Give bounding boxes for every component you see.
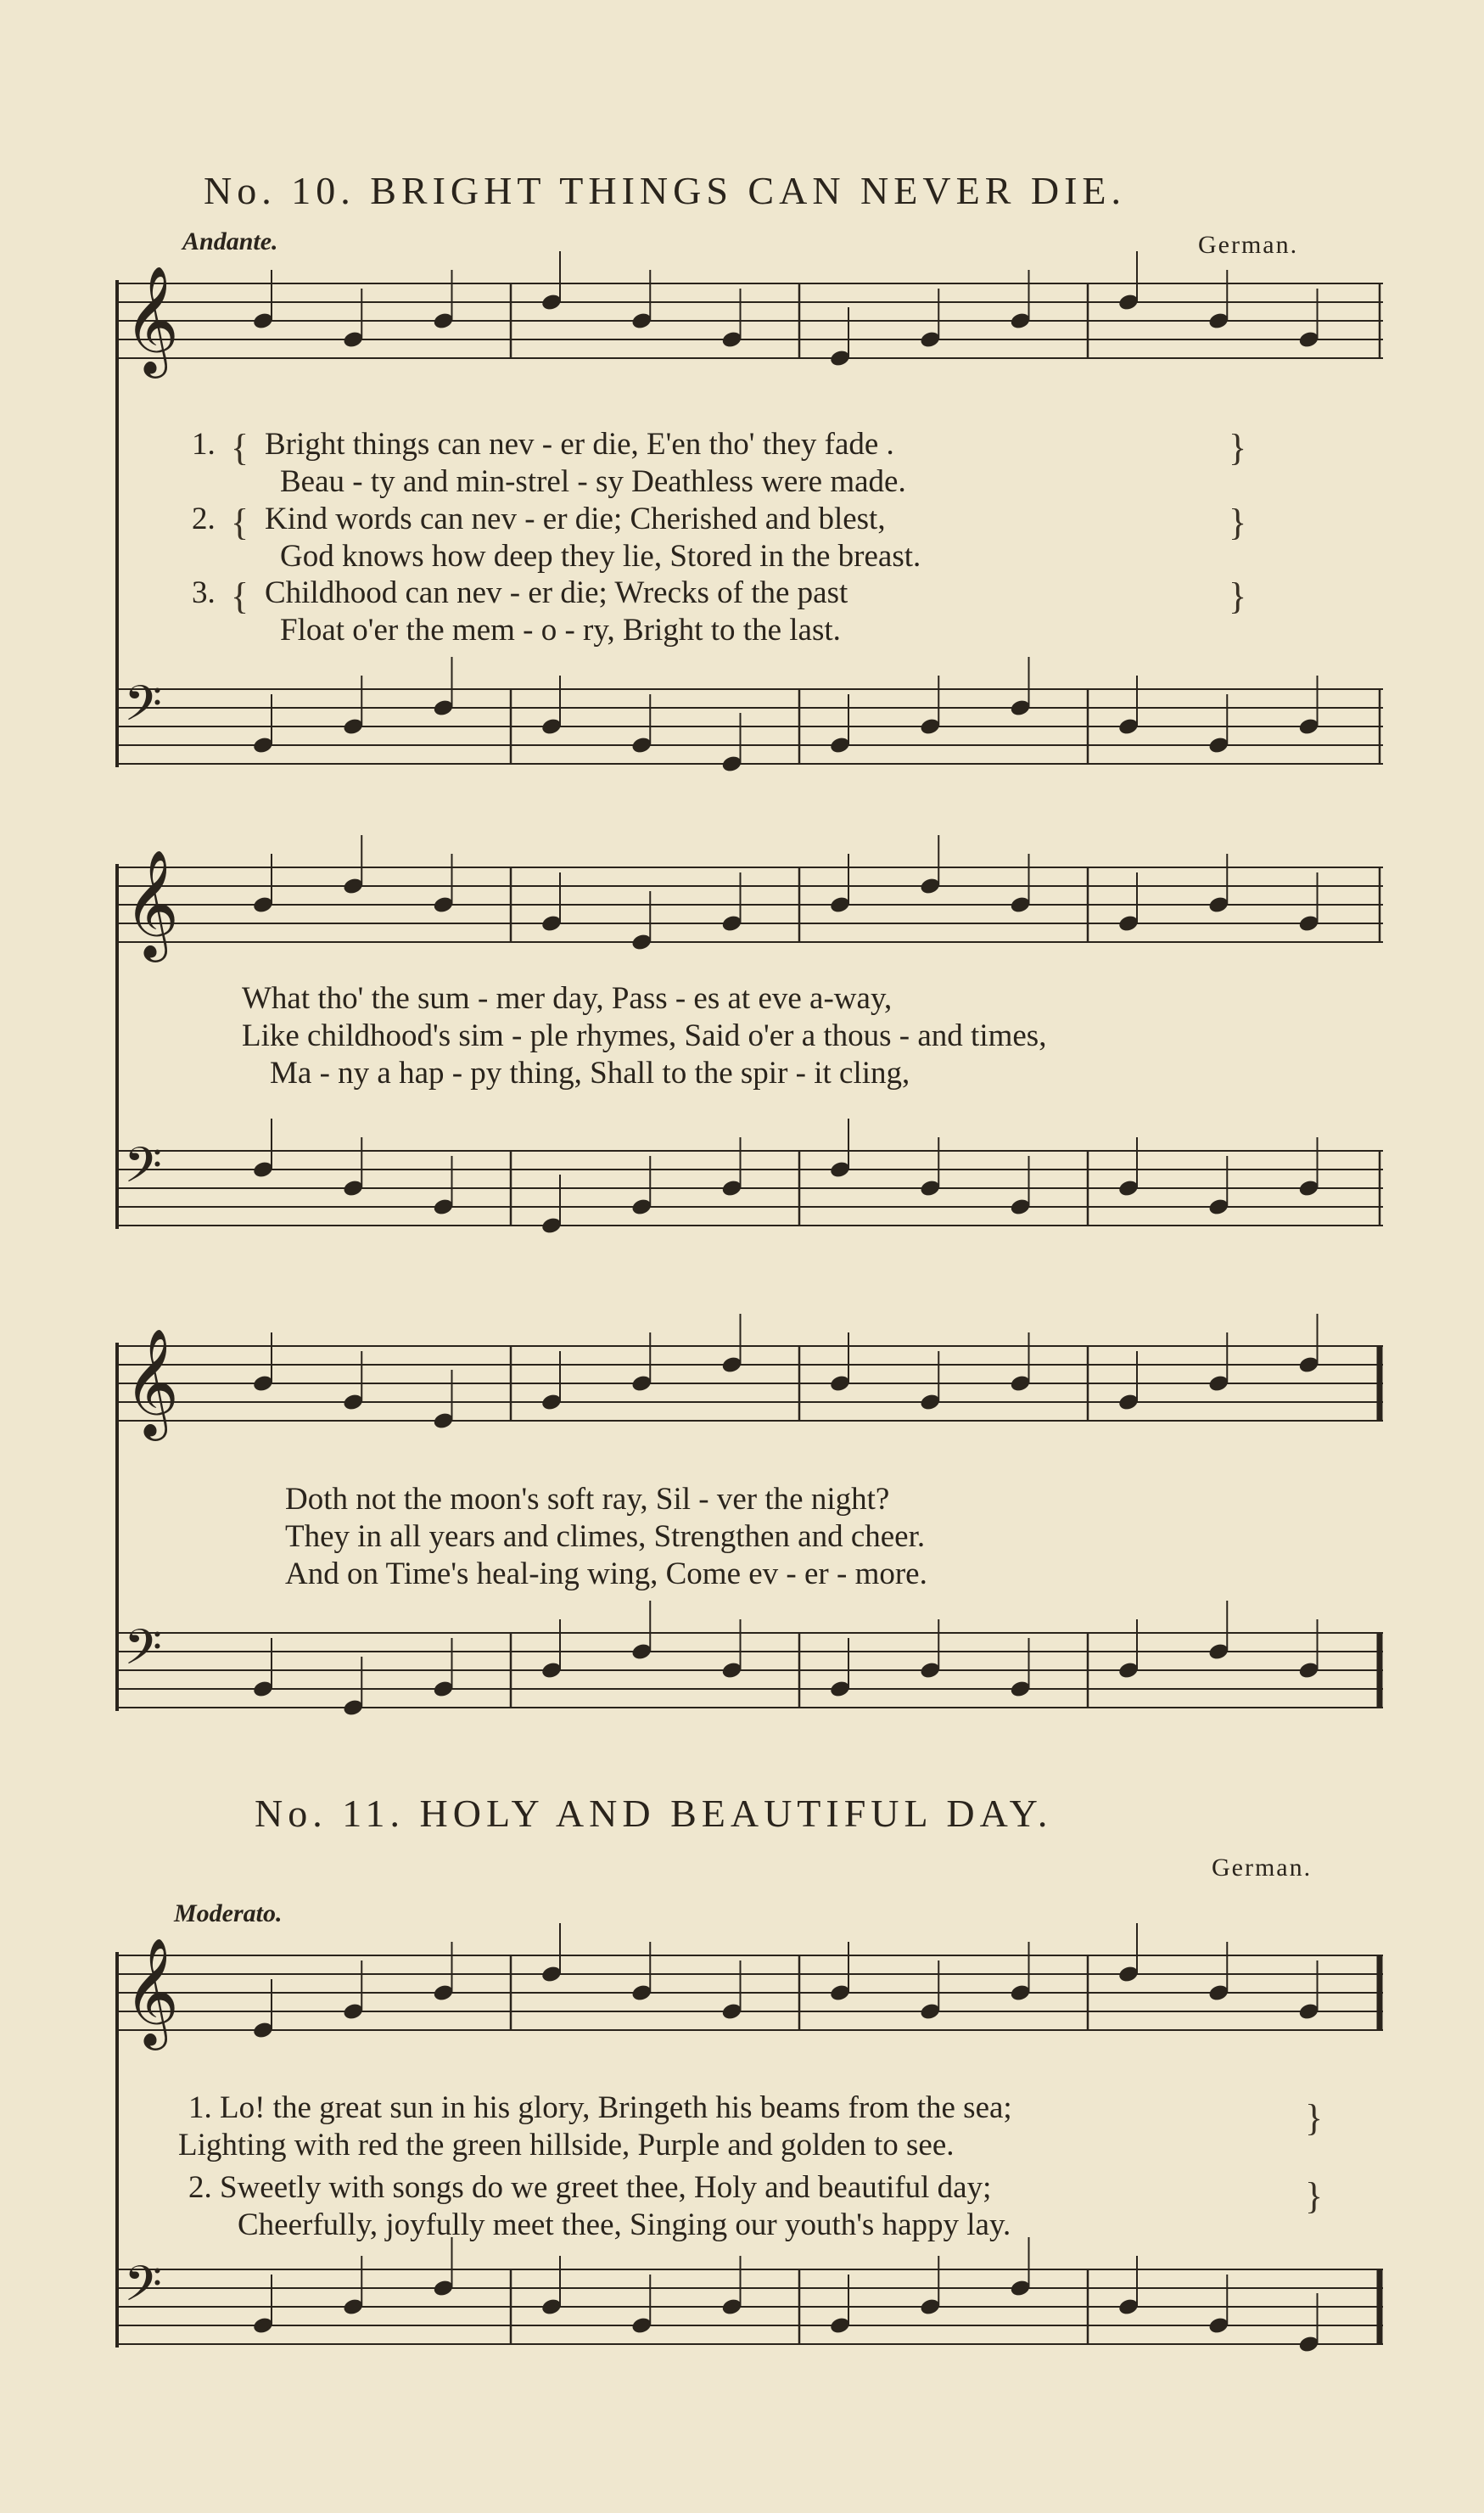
brace-icon: { bbox=[231, 427, 249, 468]
lyric-line: God knows how deep they lie, Stored in the breast. bbox=[280, 539, 921, 574]
lyric-line: Bright things can nev - er die, E'en tho' they fade . bbox=[265, 427, 894, 462]
brace-icon: } bbox=[1305, 2175, 1324, 2217]
system-bracket bbox=[115, 1343, 119, 1711]
lyric-line: They in all years and climes, Strengthen and cheer. bbox=[285, 1519, 926, 1554]
brace-icon: } bbox=[1229, 427, 1247, 468]
verse-number-3: 3. bbox=[192, 575, 216, 610]
lyric-line: Childhood can nev - er die; Wrecks of the past bbox=[265, 575, 848, 610]
lyric-line: Ma - ny a hap - py thing, Shall to the spir - it cling, bbox=[270, 1056, 910, 1091]
hymn-11-title: No. 11. HOLY AND BEAUTIFUL DAY. bbox=[255, 1792, 1053, 1835]
hymn-10-tempo: Andante. bbox=[182, 227, 278, 255]
hymn-11-tempo: Moderato. bbox=[174, 1899, 283, 1927]
staff-treble-2 bbox=[119, 849, 1383, 957]
brace-icon: } bbox=[1229, 575, 1247, 617]
treble-clef-icon: 𝄞 bbox=[124, 265, 180, 373]
bass-clef-icon: 𝄢 bbox=[124, 2255, 163, 2325]
staff-bass-4 bbox=[119, 2255, 1383, 2348]
bass-clef-icon: 𝄢 bbox=[124, 675, 163, 744]
verse-number-1: 1. bbox=[192, 427, 216, 462]
lyric-line: Doth not the moon's soft ray, Sil - ver the night? bbox=[285, 1482, 890, 1517]
lyric-line: Kind words can nev - er die; Cherished and blest, bbox=[265, 502, 886, 536]
lyric-line: Like childhood's sim - ple rhymes, Said o'er a thous - and times, bbox=[242, 1018, 1047, 1053]
lyric-line: Beau - ty and min-strel - sy Deathless were made. bbox=[280, 464, 906, 499]
staff-bass-3 bbox=[119, 1618, 1383, 1711]
staff-treble-1 bbox=[119, 265, 1383, 373]
hymn-11-origin: German. bbox=[1212, 1854, 1313, 1882]
lyric-line: 2. Sweetly with songs do we greet thee, Holy and beautiful day; bbox=[188, 2170, 992, 2205]
hymn-10-title: No. 10. BRIGHT THINGS CAN NEVER DIE. bbox=[204, 169, 1127, 212]
brace-icon: { bbox=[231, 502, 249, 543]
lyric-line: Float o'er the mem - o - ry, Bright to the last. bbox=[280, 613, 841, 648]
treble-clef-icon: 𝄞 bbox=[124, 1937, 180, 2045]
system-bracket bbox=[115, 280, 119, 767]
system-bracket bbox=[115, 1952, 119, 2348]
staff-bass-1 bbox=[119, 675, 1383, 767]
staff-treble-4 bbox=[119, 1937, 1383, 2045]
treble-clef-icon: 𝄞 bbox=[124, 1327, 180, 1436]
brace-icon: } bbox=[1229, 502, 1247, 543]
lyric-line: And on Time's heal-ing wing, Come ev - er - more. bbox=[285, 1557, 927, 1591]
hymn-10-origin: German. bbox=[1198, 231, 1299, 259]
lyric-line: Cheerfully, joyfully meet thee, Singing our youth's happy lay. bbox=[238, 2207, 1011, 2242]
system-bracket bbox=[115, 864, 119, 1229]
staff-bass-2 bbox=[119, 1136, 1383, 1229]
lyric-line: 1. Lo! the great sun in his glory, Bringeth his beams from the sea; bbox=[188, 2090, 1012, 2125]
lyric-line: Lighting with red the green hillside, Purple and golden to see. bbox=[178, 2128, 955, 2162]
verse-number-2: 2. bbox=[192, 502, 216, 536]
brace-icon: { bbox=[231, 575, 249, 617]
bass-clef-icon: 𝄢 bbox=[124, 1136, 163, 1206]
treble-clef-icon: 𝄞 bbox=[124, 849, 180, 957]
brace-icon: } bbox=[1305, 2097, 1324, 2139]
bass-clef-icon: 𝄢 bbox=[124, 1618, 163, 1688]
staff-treble-3 bbox=[119, 1327, 1383, 1436]
lyric-line: What tho' the sum - mer day, Pass - es at eve a-way, bbox=[242, 981, 893, 1016]
